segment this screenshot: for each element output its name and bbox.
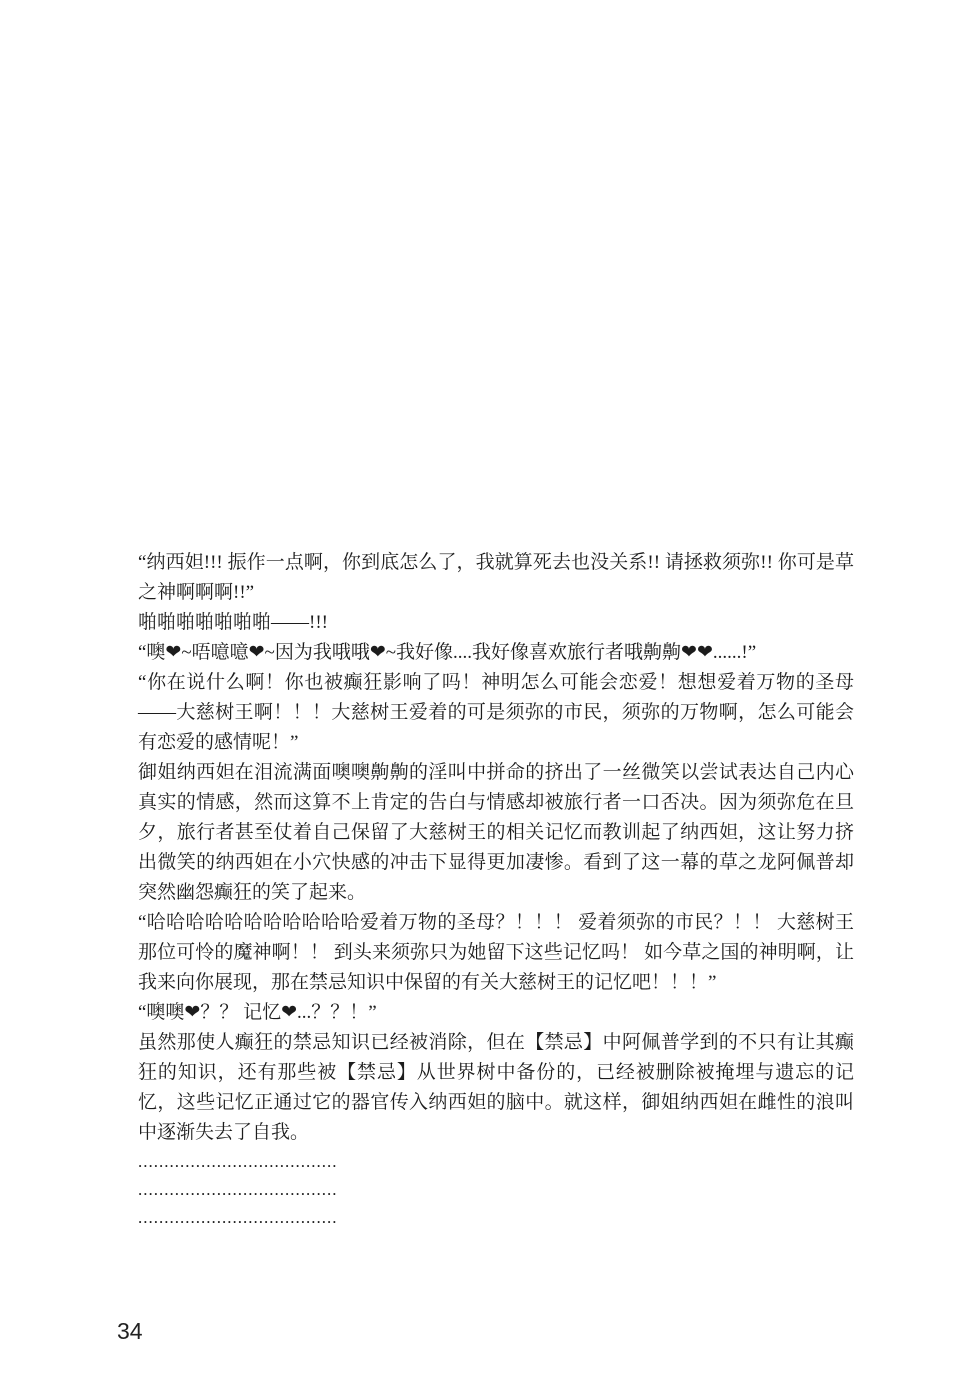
paragraph-dialogue-traveler-reply: “你在说什么啊！你也被癫狂影响了吗！神明怎么可能会恋爱！想想爱着万物的圣母——大慈树王啊！！！大慈树王爱着的可是须弥的市民，须弥的万物啊，怎么可能会有恋爱的感情呢！” [138,672,854,753]
text-block [138,548,854,1232]
paragraph-dialogue-traveler-plea: “纳西妲!!! 振作一点啊，你到底怎么了，我就算死去也没关系!! 请拯救须弥!! 你可是草之神啊啊啊!!” [138,552,854,603]
paragraph-onomatopoeia: 啪啪啪啪啪啪啪——!!! [138,612,328,633]
page-number: 34 [117,1318,143,1344]
ellipsis-line: ...................................... [138,1152,338,1171]
paragraph-dialogue-nahida-moan: “噢❤~唔噫噫❤~因为我哦哦❤~我好像....我好像喜欢旅行者哦齁齁❤❤......!” [138,642,757,663]
ellipsis-line: ...................................... [138,1180,338,1199]
paragraph-dialogue-apep-laugh: “哈哈哈哈哈哈哈哈哈哈哈爱着万物的圣母？！！！ 爱着须弥的市民？！！ 大慈树王那位可怜的魔神啊！！ 到头来须弥只为她留下这些记忆吗！ 如今草之国的神明啊，让我来向你展现，那在禁忌知识中保留的有关大慈树王的记忆吧！！！” [138,912,854,993]
paragraph-narration-1: 御姐纳西妲在泪流满面噢噢齁齁的淫叫中拼命的挤出了一丝微笑以尝试表达自己内心真实的情感，然而这算不上肯定的告白与情感却被旅行者一口否决。因为须弥危在旦夕，旅行者甚至仗着自己保留了大慈树王的相关记忆而教训起了纳西妲，这让努力挤出微笑的纳西妲在小穴快感的冲击下显得更加凄惨。看到了这一幕的草之龙阿佩普却突然幽怨癫狂的笑了起来。 [138,762,854,903]
paragraph-dialogue-nahida-short: “噢噢❤？？ 记忆❤...？？！” [138,1002,377,1023]
ellipsis-line: ...................................... [138,1208,338,1227]
paragraph-narration-2: 虽然那使人癫狂的禁忌知识已经被消除，但在【禁忌】中阿佩普学到的不只有让其癫狂的知识，还有那些被【禁忌】从世界树中备份的，已经被删除被掩埋与遗忘的记忆，这些记忆正通过它的器官传入纳西妲的脑中。就这样，御姐纳西妲在雌性的浪叫中逐渐失去了自我。 [138,1032,854,1143]
